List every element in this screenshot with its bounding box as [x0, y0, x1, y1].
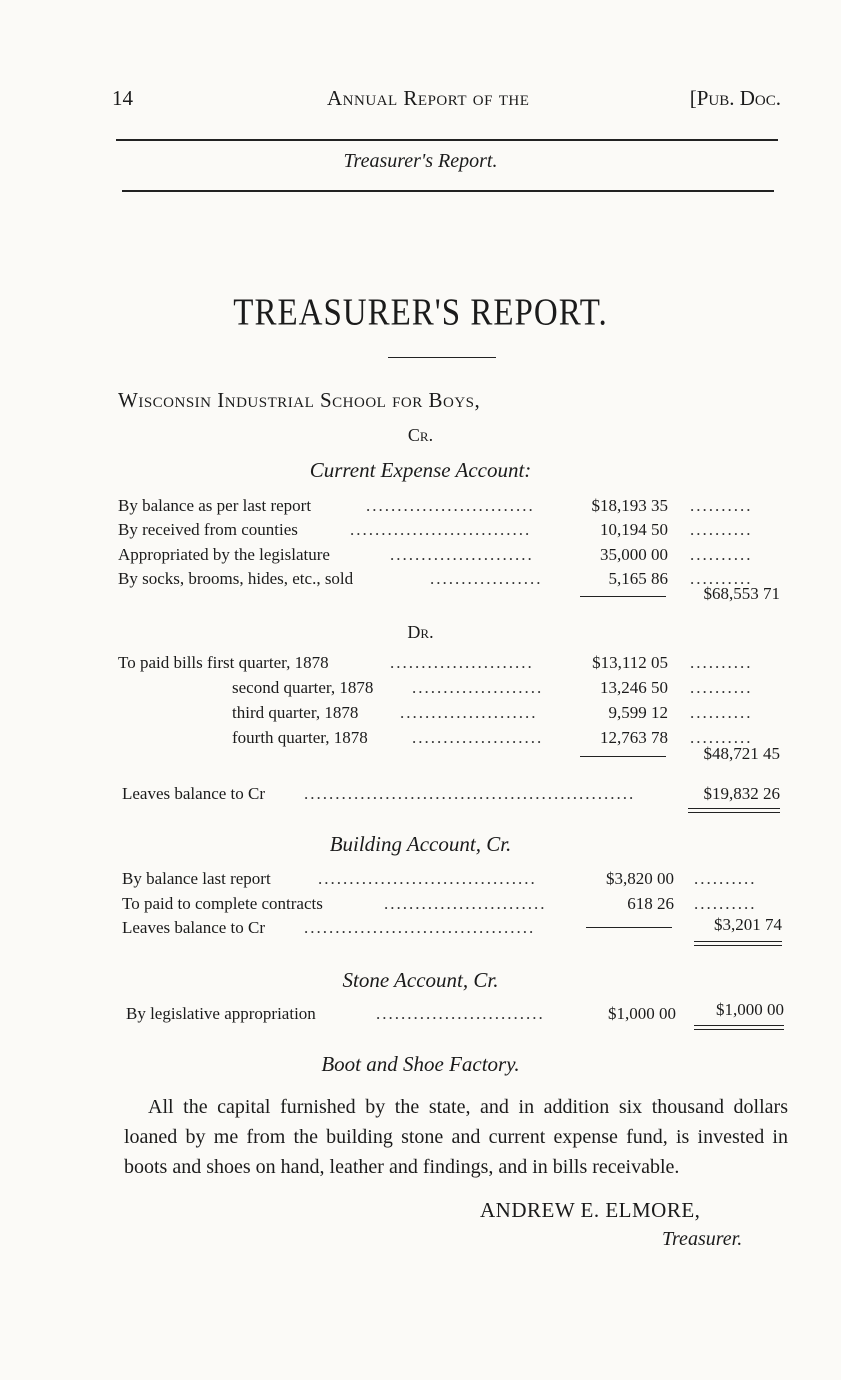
signature-title: Treasurer.	[662, 1228, 743, 1250]
double-rule	[694, 1025, 784, 1030]
dot-leader: ..........	[690, 520, 753, 539]
dot-leader: ...........................	[366, 496, 535, 515]
building-heading: Building Account, Cr.	[329, 832, 512, 856]
row-amount: 13,246 50	[600, 678, 668, 697]
row-description: By legislative appropriation	[126, 1004, 316, 1023]
main-title: TREASURER'S REPORT.	[233, 292, 608, 334]
dot-leader: .....................................................	[304, 784, 636, 803]
row-description: By received from counties	[118, 520, 298, 539]
subtotal-rule	[580, 756, 666, 757]
row-amount: 9,599 12	[608, 703, 668, 722]
page-header	[112, 86, 781, 116]
ledger-row	[232, 678, 780, 702]
row-description: To paid to complete contracts	[122, 894, 323, 913]
running-head-rule	[122, 190, 774, 192]
dot-leader: .....................	[412, 728, 544, 747]
dot-leader: ..........	[690, 728, 753, 747]
row-amount: 35,000 00	[600, 545, 668, 564]
double-rule	[688, 808, 780, 813]
dr-label: Dr.	[407, 622, 434, 642]
row-description: By socks, brooms, hides, etc., sold	[118, 569, 354, 588]
dot-leader: ......................	[400, 703, 538, 722]
dot-leader: ..........................	[384, 894, 547, 913]
ledger-row	[118, 653, 780, 677]
current-expense-heading: Current Expense Account:	[309, 458, 532, 482]
dot-leader: .......................	[390, 545, 534, 564]
dot-leader: ..........	[690, 545, 753, 564]
dot-leader: ..........	[690, 678, 753, 697]
cr-total: $68,553 71	[703, 584, 780, 603]
row-description: By balance last report	[122, 869, 271, 888]
dot-leader: ...................................	[318, 869, 537, 888]
dot-leader: .......................	[390, 653, 534, 672]
row-description: Appropriated by the legislature	[118, 545, 330, 564]
ledger-row	[122, 784, 780, 808]
dot-leader: ..........	[694, 894, 757, 913]
ledger-row	[118, 545, 780, 569]
row-description: To paid bills first quarter, 1878	[118, 653, 329, 672]
row-amount: $1,000 00	[608, 1004, 676, 1023]
row-description: Leaves balance to Cr	[122, 918, 266, 937]
dot-leader: .....................	[412, 678, 544, 697]
row-amount: 618 26	[627, 894, 674, 913]
row-amount: 10,194 50	[600, 520, 668, 539]
ledger-row	[122, 869, 782, 893]
dot-leader: ..........	[690, 653, 753, 672]
row-amount: $13,112 05	[592, 653, 668, 672]
dot-leader: ..........	[690, 496, 753, 515]
dot-leader: .....................................	[304, 918, 536, 937]
ledger-row	[118, 520, 780, 544]
row-description: fourth quarter, 1878	[232, 728, 368, 747]
row-amount: $3,820 00	[606, 869, 674, 888]
running-head: Treasurer's Report.	[343, 150, 498, 172]
subtotal-rule	[580, 596, 666, 597]
ledger-row	[118, 496, 780, 520]
dr-total: $48,721 45	[703, 744, 780, 763]
title-rule	[388, 357, 496, 358]
stone-total: $1,000 00	[716, 1000, 784, 1019]
building-total: $3,201 74	[714, 915, 782, 934]
header-rule	[116, 139, 778, 141]
row-amount: $18,193 35	[591, 496, 668, 515]
row-description: By balance as per last report	[118, 496, 312, 515]
factory-heading: Boot and Shoe Factory.	[321, 1052, 520, 1076]
ledger-row	[232, 703, 780, 727]
factory-paragraph	[124, 1092, 788, 1182]
dot-leader: ...........................	[376, 1004, 545, 1023]
row-description: second quarter, 1878	[232, 678, 374, 697]
paragraph-text: All the capital furnished by the state, and in addition six thousand dollars loaned by me from the building stone and current expense fund, is invested in boots and shoes on hand, leather and findings, and in bills receivable.	[124, 1096, 788, 1178]
dot-leader: .............................	[350, 520, 532, 539]
cr-label: Cr.	[407, 425, 434, 445]
dot-leader: ..................	[430, 569, 543, 588]
row-amount: 12,763 78	[600, 728, 668, 747]
institution-name: Wisconsin Industrial School for Boys,	[118, 388, 481, 412]
stone-heading: Stone Account, Cr.	[342, 968, 499, 992]
row-description: Leaves balance to Cr	[122, 784, 266, 803]
dot-leader: ..........	[690, 569, 753, 588]
page-number: 14	[112, 86, 133, 110]
row-amount: $19,832 26	[703, 784, 780, 803]
row-description: third quarter, 1878	[232, 703, 359, 722]
subtotal-rule	[586, 927, 672, 928]
dot-leader: ..........	[694, 869, 757, 888]
header-title: Annual Report of the	[327, 86, 530, 110]
dot-leader: ..........	[690, 703, 753, 722]
signature-name: ANDREW E. ELMORE,	[480, 1198, 701, 1222]
row-amount: 5,165 86	[608, 569, 668, 588]
doc-reference: [Pub. Doc.	[689, 86, 781, 110]
double-rule	[694, 941, 782, 946]
